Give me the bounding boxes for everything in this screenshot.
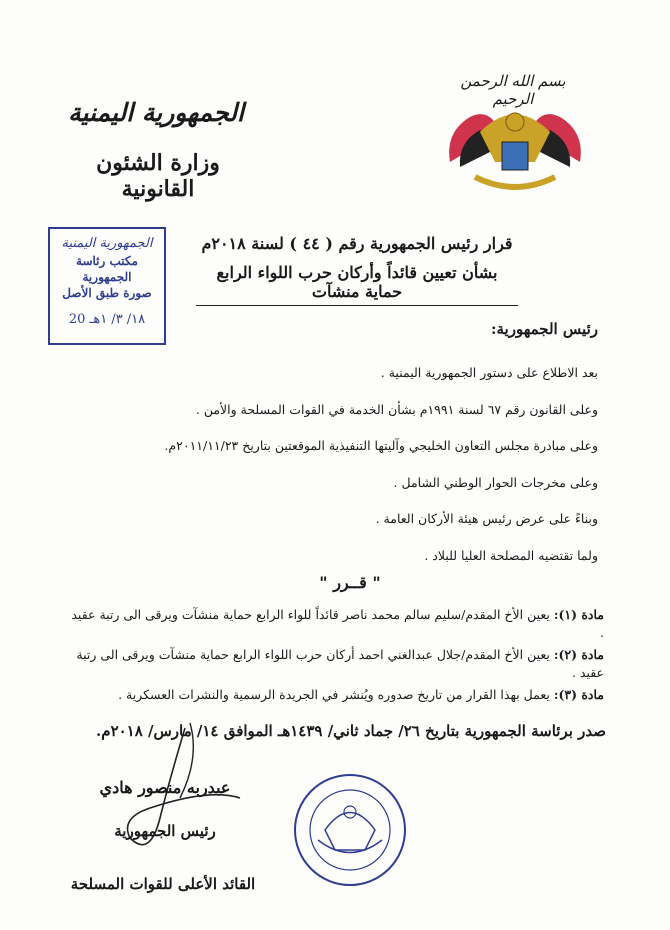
stamp-date: 20 ١٨/ ٣/ ١هـ xyxy=(68,312,146,328)
preamble xyxy=(78,364,598,583)
decree-subject: بشأن تعيين قائداً وأركان حرب اللواء الرابع حماية منشآت xyxy=(196,263,518,306)
preamble-line: بعد الاطلاع على دستور الجمهورية اليمنية . xyxy=(380,365,598,380)
presidential-seal-icon xyxy=(290,770,410,890)
decided-heading: " قــرر " xyxy=(319,573,381,592)
preamble-line: وعلى مبادرة مجلس التعاون الخليجي وآليتها التنفيذية الموقعتين بتاريخ ٢٠١١/١١/٢٣م. xyxy=(164,438,598,453)
preamble-line: ولما تقتضيه المصلحة العليا للبلاد . xyxy=(424,547,598,563)
signatory-title: رئيس الجمهورية xyxy=(114,822,216,840)
republic-heading: الجمهورية اليمنية xyxy=(68,98,244,127)
article-label: مادة (٣): xyxy=(553,687,604,702)
article-2 xyxy=(64,646,604,686)
yemen-emblem-icon xyxy=(440,92,590,202)
signatory-command: القائد الأعلى للقوات المسلحة xyxy=(70,875,256,893)
stamp-line-2: مكتب رئاسة الجمهورية xyxy=(76,253,138,284)
issue-date-line: صدر برئاسة الجمهورية بتاريخ ٢٦/ جماد ثاني/ ١٤٣٩هـ الموافق ١٤/ مارس/ ٢٠١٨م. xyxy=(96,722,606,740)
preamble-line: وعلى مخرجات الحوار الوطني الشامل . xyxy=(393,474,598,490)
basmala: بسم الله الرحمن الرحيم xyxy=(460,72,566,108)
preamble-line: وبناءً على عرض رئيس هيئة الأركان العامة . xyxy=(375,511,598,526)
articles xyxy=(64,606,604,726)
ministry-heading: وزارة الشئون القانونية xyxy=(96,150,220,202)
signatory-name: عبدربه منصور هادي xyxy=(99,778,231,797)
article-label: مادة (٢): xyxy=(553,647,604,662)
decree-title: قرار رئيس الجمهورية رقم ( ٤٤ ) لسنة ٢٠١٨م xyxy=(201,234,513,253)
article-text: يعين الأخ المقدم/سليم سالم محمد ناصر قائداً للواء الرابع حماية منشآت ويرقى الى رتبة عقيد . xyxy=(71,607,604,640)
article-label: مادة (١): xyxy=(553,607,604,622)
certified-copy-stamp xyxy=(48,227,166,345)
stamp-line-1: الجمهورية اليمنية xyxy=(61,236,153,251)
preamble-line: وعلى القانون رقم ٦٧ لسنة ١٩٩١م بشأن الخدمة في القوات المسلحة والأمن . xyxy=(195,401,598,417)
article-1 xyxy=(64,606,604,646)
article-text: يعين الأخ المقدم/جلال عبدالغني احمد أركان حرب اللواء الرابع حماية منشآت ويرقى الى رتبة عقيد . xyxy=(76,647,604,680)
addressee: رئيس الجمهورية: xyxy=(490,320,598,338)
article-text: يعمل بهذا القرار من تاريخ صدوره ويُنشر في الجريدة الرسمية والنشرات العسكرية . xyxy=(118,687,550,702)
stamp-line-3: صورة طبق الأصل xyxy=(62,285,152,300)
